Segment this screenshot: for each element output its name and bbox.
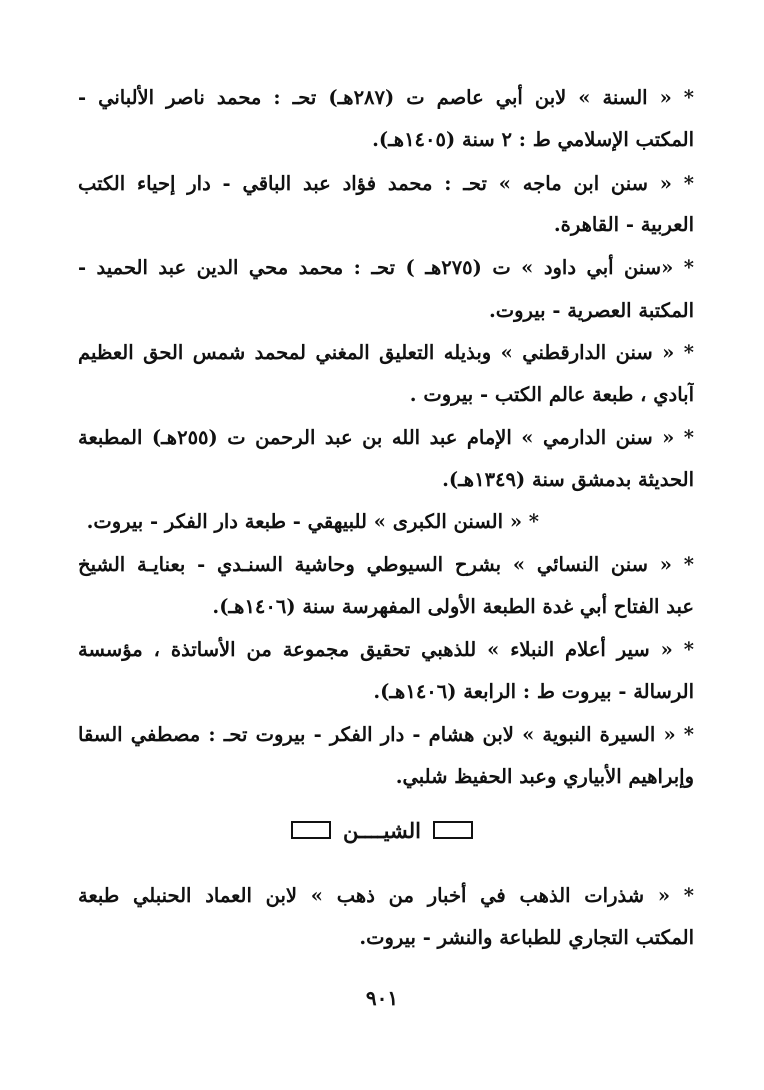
section-heading-text: الشيــــن	[343, 817, 421, 843]
entry-7-line-1: * « سنن النسائي » بشرح السيوطي وحاشية السنـدي - بعنايـة الشيخ	[78, 553, 694, 576]
section-entry-1-line-1: * « شذرات الذهب في أخبار من ذهب » لابن العماد الحنبلي طبعة	[78, 884, 694, 907]
page-number: ٩٠١	[365, 986, 399, 1010]
entry-5-line-1: * « سنن الدارمي » الإمام عبد الله بن عبد الرحمن ت (٢٥٥هـ) المطبعة	[78, 426, 694, 449]
entry-6-text: * « السنن الكبرى » للبيهقي - طبعة دار الفكر - بيروت.	[86, 510, 539, 533]
entry-3-line-1: * «سنن أبي داود » ت (٢٧٥هـ ) تحـ : محمد محي الدين عبد الحميد -	[78, 256, 694, 279]
entry-9-line-1: * « السيرة النبوية » لابن هشام - دار الفكر - بيروت تحـ : مصطفي السقا	[78, 723, 694, 746]
entry-8-line-2: الرسالة - بيروت ط : الرابعة (١٤٠٦هـ).	[373, 680, 694, 703]
heading-box-left	[291, 821, 331, 839]
entry-4-line-2: آبادي ، طبعة عالم الكتب - بيروت .	[409, 383, 694, 406]
entry-1-line-2: المكتب الإسلامي ط : ٢ سنة (١٤٠٥هـ).	[372, 128, 694, 151]
entry-1-line-1: * « السنة » لابن أبي عاصم ت (٢٨٧هـ) تحـ : محمد ناصر الألباني -	[78, 86, 694, 109]
heading-box-right	[433, 821, 473, 839]
entry-9-line-2: وإبراهيم الأبياري وعبد الحفيظ شلبي.	[395, 765, 694, 788]
section-entry-1-line-2: المكتب التجاري للطباعة والنشر - بيروت.	[359, 926, 694, 949]
entry-2-line-2: العربية - القاهرة.	[553, 213, 694, 236]
entry-3-line-2: المكتبة العصرية - بيروت.	[488, 299, 694, 322]
entry-6-line-1	[87, 504, 694, 540]
entry-7-line-2: عبد الفتاح أبي غدة الطبعة الأولى المفهرسة سنة (١٤٠٦هـ).	[212, 595, 694, 618]
entry-8-line-1: * « سير أعلام النبلاء » للذهبي تحقيق مجموعة من الأساتذة ، مؤسسة	[78, 638, 694, 661]
entry-2-line-1: * « سنن ابن ماجه » تحـ : محمد فؤاد عبد الباقي - دار إحياء الكتب	[78, 172, 694, 195]
section-heading	[0, 812, 764, 848]
entry-4-line-1: * « سنن الدارقطني » وبذيله التعليق المغني لمحمد شمس الحق العظيم	[78, 341, 694, 364]
entry-5-line-2: الحديثة بدمشق سنة (١٣٤٩هـ).	[442, 468, 694, 491]
